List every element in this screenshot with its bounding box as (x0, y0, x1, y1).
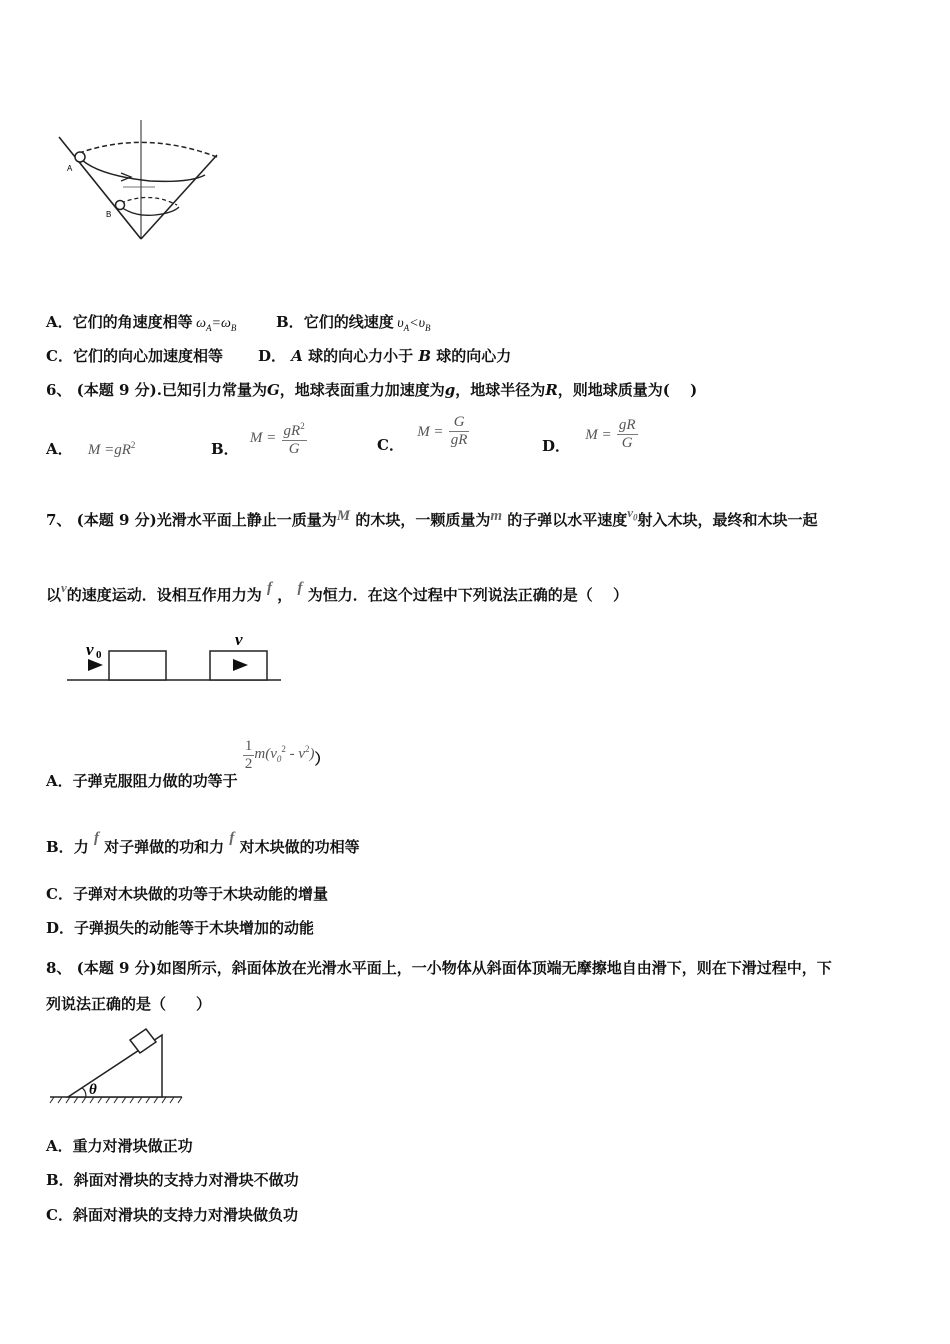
q7-option-c: C．子弹对木块做的功等于木块动能的增量 (46, 885, 328, 903)
q8-option-b: B．斜面对滑块的支持力对滑块不做功 (46, 1171, 299, 1189)
q7-stem-line2: 以v的速度运动．设相互作用力为 f ， f 为恒力．在这个过程中下列说法正确的是（ ） (46, 580, 628, 604)
q8-stem-line2: 列说法正确的是（ ） (46, 995, 212, 1013)
cone-right-edge (141, 155, 217, 239)
q5-option-b: B．它们的线速度 $\upsilon_A<\upsilon_B$ (276, 313, 431, 333)
q7-stem-line1: 7、 (本题 9 分)光滑水平面上静止一质量为M 的木块，一颗质量为m 的子弹以水平速度$v_0$射入木块，最终和木块一起 (46, 505, 818, 529)
label-v: v (235, 630, 243, 649)
ground-hatching (50, 1097, 182, 1103)
q7-option-a: A．子弹克服阻力做的功等于 $\frac{1}{2}$ $m(v_0^2 - v^2)$） (46, 738, 330, 790)
q5-option-d: D． A 球的向心力小于 B 球的向心力 (258, 347, 512, 365)
label-a: A (67, 164, 73, 173)
q8-option-c: C．斜面对滑块的支持力对滑块做负功 (46, 1206, 298, 1224)
q8-stem-line1: 8、 (本题 9 分)如图所示，斜面体放在光滑水平面上，一小物体从斜面体顶端无摩擦地自由滑下，则在下滑过程中，下 (46, 959, 832, 977)
q6-stem: 6、 (本题 9 分).已知引力常量为G，地球表面重力加速度为g，地球半径为R，则地球质量为( ) (46, 381, 698, 399)
q6-option-d: D． M = $\frac{gR}{G}$ (542, 417, 636, 455)
label-v0-sub: 0 (96, 649, 102, 661)
q6-option-b: B． M = $\frac{gR^2}{G}$ (211, 418, 307, 462)
orbit-b-back (121, 197, 177, 205)
q5-option-c: C．它们的向心加速度相等 (46, 347, 223, 365)
incline-figure (48, 1025, 188, 1107)
cone-figure (55, 115, 225, 245)
label-v0: v (86, 640, 94, 659)
ball-a (75, 152, 85, 162)
q7-option-d: D．子弹损失的动能等于木块增加的动能 (46, 919, 315, 937)
orbit-b-front (121, 207, 179, 215)
q6-option-a: A． $M =gR^2$ (46, 440, 136, 458)
label-b: B (106, 210, 112, 219)
orbit-a-front (79, 157, 205, 181)
cone-left-edge (59, 137, 141, 239)
block-before (109, 651, 166, 680)
ball-b (116, 201, 125, 210)
orbit-a-back (79, 142, 217, 157)
bullet-block-figure (65, 628, 285, 684)
q5-option-a: A．它们的角速度相等 $\omega_A=\omega_B$ (46, 313, 237, 333)
q6-option-c: C． M = $\frac{G}{gR}$ (377, 414, 468, 454)
q8-option-a: A．重力对滑块做正功 (46, 1137, 193, 1155)
theta-label: θ (89, 1082, 97, 1098)
q7-option-b: B．力 f 对子弹做的功和力 f 对木块做的功相等 (46, 830, 360, 856)
